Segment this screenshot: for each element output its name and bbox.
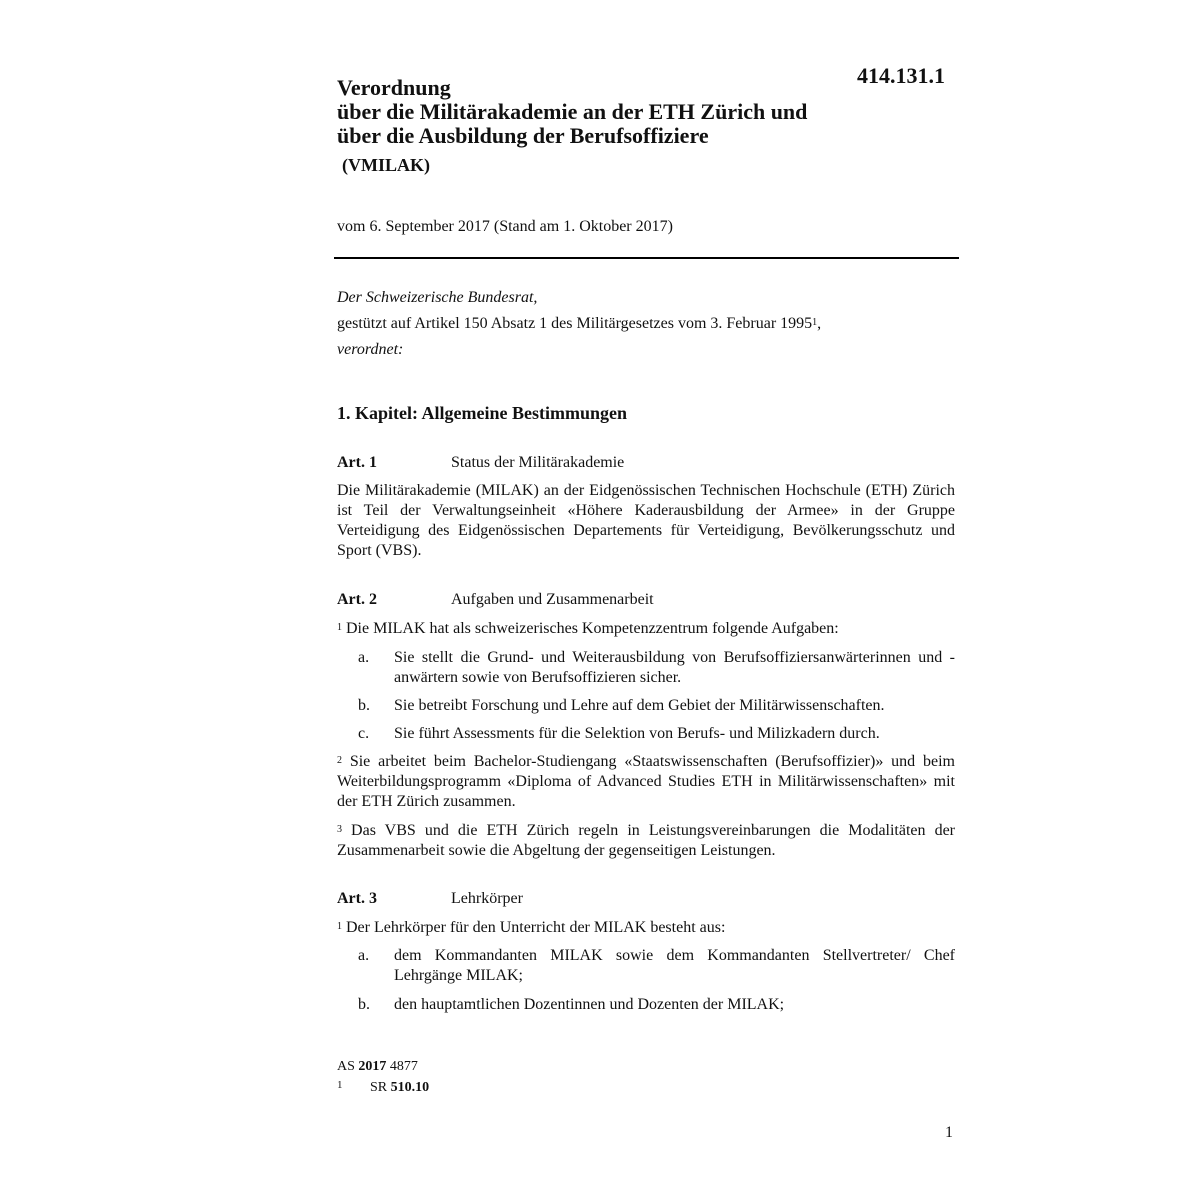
preamble-issuer: Der Schweizerische Bundesrat, (337, 289, 538, 306)
art1-body: Die Militärakademie (MILAK) an der Eidgenössischen Technischen Hochschule (ETH) Zürich ist Teil der Verwaltungseinheit «Höhere Kaderausbildung der Armee» in der Gruppe Verteidigung des Eidgenössischen Departements für Verteidigung, Bevölkerungsschutz und Sport (VBS). (337, 482, 955, 559)
header-divider (334, 257, 959, 259)
art2-item-a-label: a. (358, 649, 370, 666)
art3-item-a: dem Kommandanten MILAK sowie dem Kommandanten Stellvertreter/ Chef Lehrgänge MILAK; (394, 947, 955, 984)
art3-paragraph-1: $^1$ Der Lehrkörper für den Unterricht der MILAK besteht aus: (337, 919, 726, 936)
art2-item-c: Sie führt Assessments für die Selektion von Berufs- und Milizkadern durch. (394, 725, 880, 742)
title-line-2: über die Militärakademie an der ETH Zürich und (337, 99, 808, 124)
official-compilation-ref: AS 2017 4877 (337, 1059, 418, 1074)
art3-item-a-label: a. (358, 947, 370, 964)
art2-paragraph-2: $^2$ Sie arbeitet beim Bachelor-Studiengang «Staatswissenschaften (Berufsoffizier)» und beim Weiterbildungsprogramm «Diploma of Advanced Studies ETH in Militärwissenschaften» mit der ETH Zürich zusammen. (337, 753, 955, 810)
art2-paragraph-1: $^1$ Die MILAK hat als schweizerisches Kompetenzzentrum folgende Aufgaben: (337, 620, 839, 637)
art3-number: Art. 3 (337, 890, 377, 907)
art3-item-b-label: b. (358, 996, 370, 1013)
art2-item-c-label: c. (358, 725, 370, 742)
page-number: 1 (945, 1124, 953, 1141)
art2-item-a: Sie stellt die Grund- und Weiterausbildung von Berufsoffiziersanwärterinnen und -anwärtern sowie von Berufsoffizieren sicher. (394, 649, 955, 686)
title-line-1: Verordnung (337, 75, 451, 100)
art2-item-b-label: b. (358, 697, 370, 714)
footnote-ref: 1 (812, 317, 818, 328)
footnote-number: 1 (337, 1079, 343, 1091)
art1-number: Art. 1 (337, 454, 377, 471)
art1-title: Status der Militärakademie (451, 454, 625, 471)
art2-item-b: Sie betreibt Forschung und Lehre auf dem Gebiet der Militärwissenschaften. (394, 697, 885, 714)
art3-title: Lehrkörper (451, 890, 523, 907)
art2-title: Aufgaben und Zusammenarbeit (451, 591, 654, 608)
preamble-decrees: verordnet: (337, 341, 404, 358)
chapter-heading: 1. Kapitel: Allgemeine Bestimmungen (337, 403, 627, 423)
footnote-text: SR 510.10 (370, 1080, 430, 1095)
art3-item-b: den hauptamtlichen Dozentinnen und Dozenten der MILAK; (394, 996, 785, 1013)
art2-paragraph-3: $^3$ Das VBS und die ETH Zürich regeln in Leistungsvereinbarungen die Modalitäten der Zusammenarbeit sowie die Abgeltung der gegenseitigen Leistungen. (337, 822, 955, 859)
document-abbreviation: (VMILAK) (342, 155, 430, 175)
title-line-3: über die Ausbildung der Berufsoffiziere (337, 123, 709, 148)
art2-number: Art. 2 (337, 591, 377, 608)
document-date: vom 6. September 2017 (Stand am 1. Oktober 2017) (337, 218, 673, 235)
preamble-basis: gestützt auf Artikel 150 Absatz 1 des Militärgesetzes vom 3. Februar 1995$^1$, (337, 315, 822, 332)
document-title (337, 76, 897, 148)
document-number: 414.131.1 (857, 63, 945, 88)
